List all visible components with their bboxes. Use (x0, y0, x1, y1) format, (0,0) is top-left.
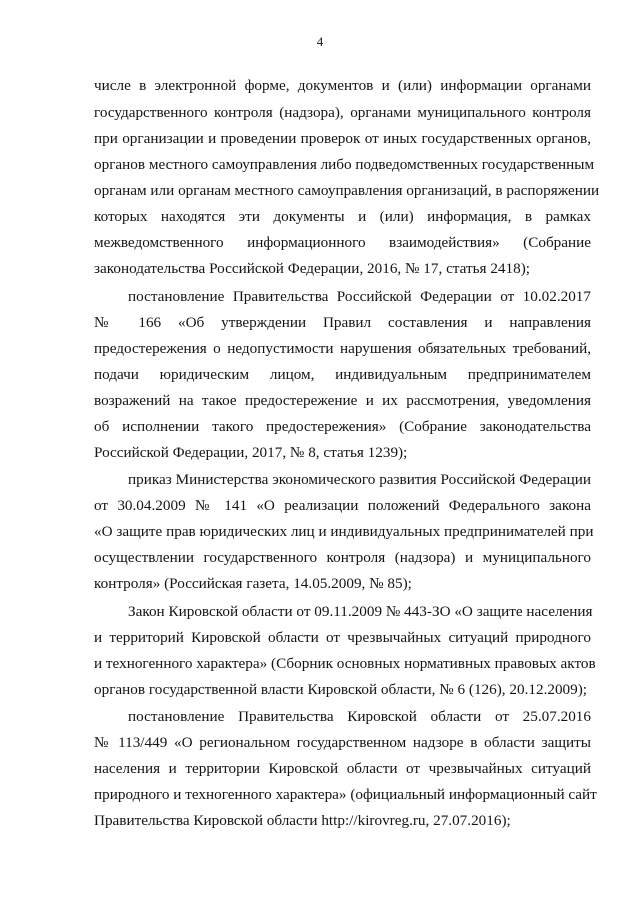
text-line: об исполнении такого предостережения» (Собрание законодательства (94, 418, 591, 435)
text-line: № 166 «Об утверждении Правил составления и направления (94, 314, 591, 331)
text-line: и техногенного характера» (Сборник основных нормативных правовых актов (94, 655, 596, 672)
text-line: постановление Правительства Кировской области от 25.07.2016 (128, 708, 591, 725)
text-line: «О защите прав юридических лиц и индивидуальных предпринимателей при (94, 523, 594, 540)
text-line: органам или органам местного самоуправления организаций, в распоряжении (94, 182, 600, 199)
text-line: подачи юридическим лицом, индивидуальным предпринимателем (94, 366, 591, 383)
text-line: которых находятся эти документы и (или) информация, в рамках (94, 208, 591, 225)
text-line: приказ Министерства экономического развития Российской Федерации (128, 471, 591, 488)
text-line: предостережения о недопустимости нарушения обязательных требований, (94, 340, 591, 357)
text-line: при организации и проведении проверок от иных государственных органов, (94, 130, 591, 147)
text-line: и территорий Кировской области от чрезвычайных ситуаций природного (94, 629, 591, 646)
text-line: государственного контроля (надзора), органами муниципального контроля (94, 104, 591, 121)
text-line: контроля» (Российская газета, 14.05.2009, № 85); (94, 575, 412, 592)
text-line: законодательства Российской Федерации, 2016, № 17, статья 2418); (94, 260, 530, 277)
text-line: постановление Правительства Российской Федерации от 10.02.2017 (128, 288, 591, 305)
text-line: числе в электронной форме, документов и (или) информации органами (94, 77, 591, 94)
text-line: Закон Кировской области от 09.11.2009 № 443-ЗО «О защите населения (128, 603, 593, 620)
text-line: органов государственной власти Кировской области, № 6 (126), 20.12.2009); (94, 681, 588, 698)
text-line: природного и техногенного характера» (официальный информационный сайт (94, 786, 597, 803)
text-line: органов местного самоуправления либо подведомственных государственным (94, 156, 595, 173)
text-line: межведомственного информационного взаимодействия» (Собрание (94, 234, 591, 251)
page-number: 4 (316, 34, 324, 49)
text-line: Российской Федерации, 2017, № 8, статья 1239); (94, 444, 408, 461)
text-line: Правительства Кировской области http://kirovreg.ru, 27.07.2016); (94, 812, 511, 829)
text-line: от 30.04.2009 № 141 «О реализации положений Федерального закона (94, 497, 591, 514)
text-line: населения и территории Кировской области от чрезвычайных ситуаций (94, 760, 591, 777)
text-line: № 113/449 «О региональном государственном надзоре в области защиты (94, 734, 591, 751)
text-line: возражений на такое предостережение и их рассмотрения, уведомления (94, 392, 591, 409)
text-line: осуществлении государственного контроля (надзора) и муниципального (94, 549, 591, 566)
